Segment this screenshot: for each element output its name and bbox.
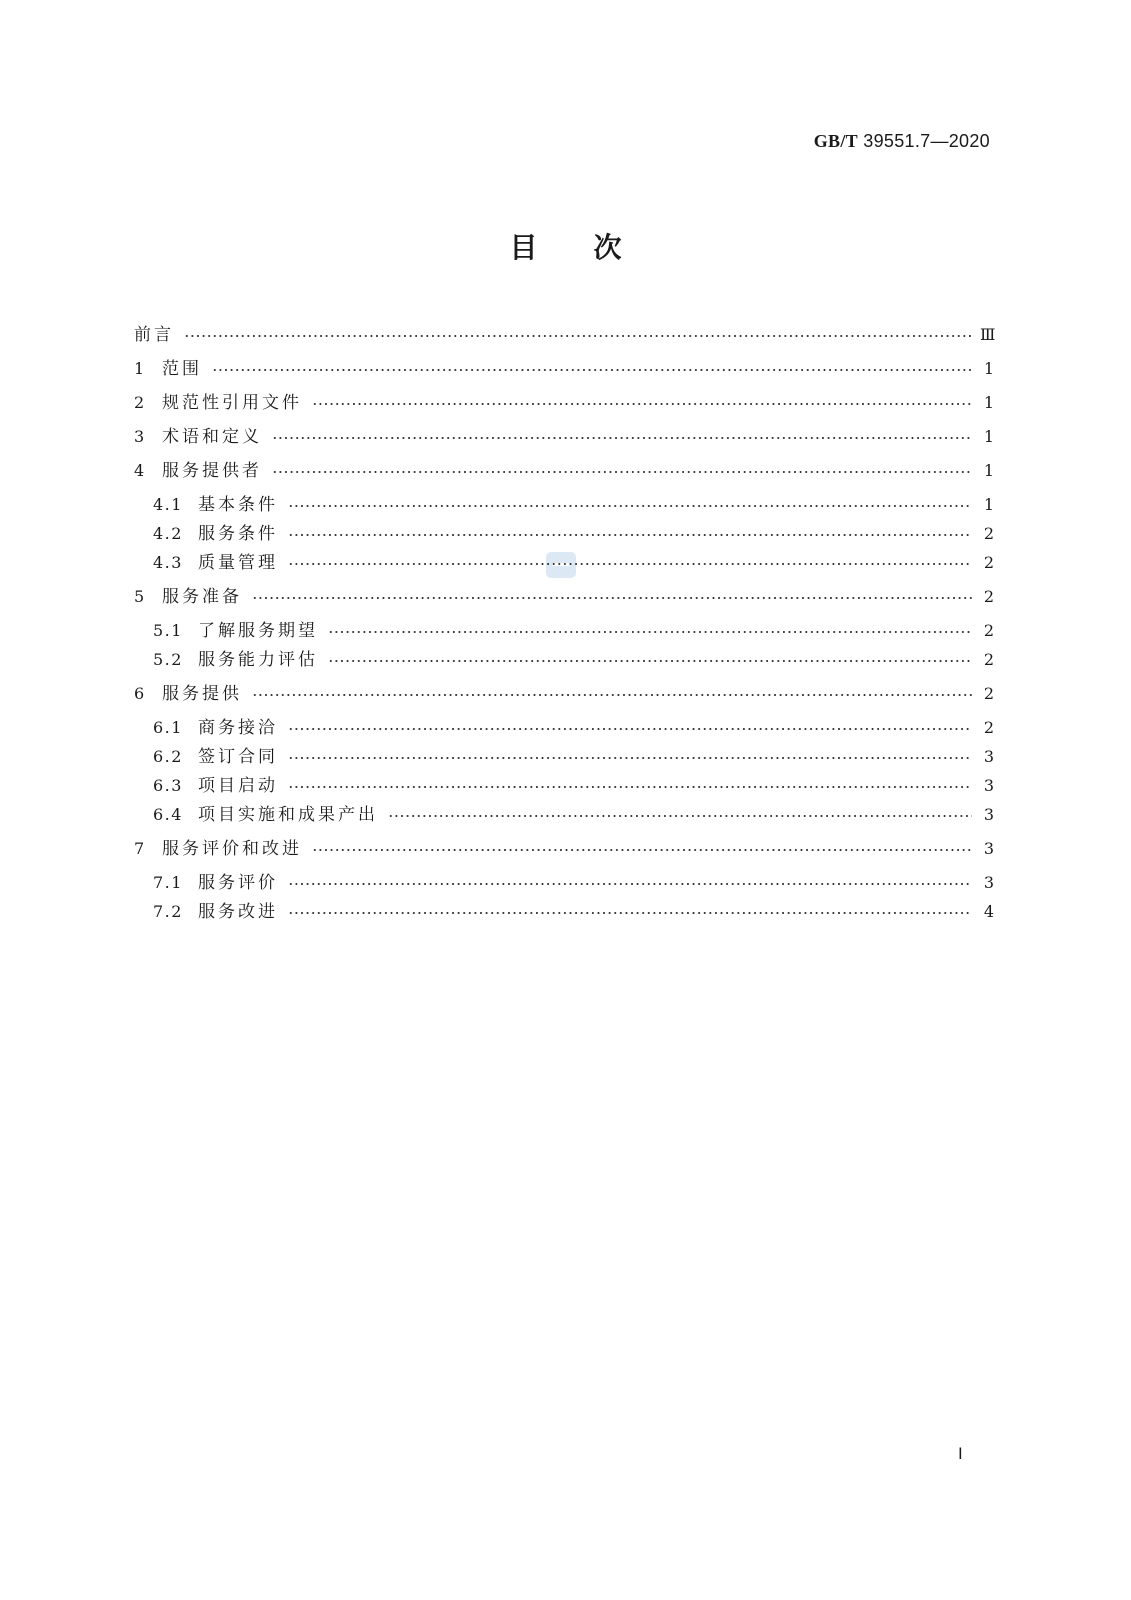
toc-entry-page: 1 bbox=[983, 393, 994, 412]
toc-entry-page: 1 bbox=[983, 427, 994, 446]
toc-leader-dots bbox=[288, 911, 972, 915]
toc-entry-6-3[interactable] bbox=[134, 771, 994, 795]
toc-entry-1[interactable] bbox=[134, 354, 994, 378]
toc-entry-6-2[interactable] bbox=[134, 742, 994, 766]
toc-entry-number: 7.2 bbox=[153, 902, 183, 921]
toc-entry-number: 4.1 bbox=[153, 495, 183, 514]
toc-entry-5-2[interactable] bbox=[134, 645, 994, 669]
toc-leader-dots bbox=[312, 848, 972, 852]
toc-entry-label: 规范性引用文件 bbox=[162, 393, 302, 413]
toc-entry-page: 2 bbox=[983, 524, 994, 543]
toc-entry-number: 6.4 bbox=[153, 805, 183, 824]
toc-entry-page: 2 bbox=[983, 553, 994, 572]
toc-entry-label: 商务接洽 bbox=[198, 718, 278, 738]
toc-leader-dots bbox=[312, 402, 972, 406]
toc-entry-page: 3 bbox=[983, 805, 994, 824]
toc-leader-dots bbox=[212, 368, 972, 372]
toc-entry-4[interactable] bbox=[134, 456, 994, 480]
toc-entry-label: 服务改进 bbox=[198, 902, 278, 922]
toc-leader-dots bbox=[288, 562, 972, 566]
toc-entry-label: 范围 bbox=[162, 359, 202, 379]
standard-code bbox=[814, 131, 990, 152]
toc-entry-2[interactable] bbox=[134, 388, 994, 412]
toc-entry-number: 7 bbox=[134, 839, 146, 858]
standard-prefix: GB/T bbox=[813, 131, 858, 151]
toc-entry-number: 5 bbox=[134, 587, 146, 606]
toc-entry-label: 服务准备 bbox=[162, 587, 242, 607]
toc-entry-number: 2 bbox=[134, 393, 146, 412]
toc-title: 目次 bbox=[509, 231, 678, 264]
toc-entry-number: 5.1 bbox=[153, 621, 183, 640]
standard-number: 39551.7—2020 bbox=[863, 131, 990, 151]
toc-entry-number: 4 bbox=[134, 461, 146, 480]
toc-entry-5[interactable] bbox=[134, 582, 994, 606]
toc-entry-number: 6.3 bbox=[153, 776, 183, 795]
toc-entry-page: 1 bbox=[983, 495, 994, 514]
toc-leader-dots bbox=[288, 533, 972, 537]
page-number: Ⅰ bbox=[958, 1446, 963, 1463]
toc-entry-page: 2 bbox=[983, 587, 994, 606]
toc-entry-4-1[interactable] bbox=[134, 490, 994, 514]
toc-entry-page: 2 bbox=[983, 650, 994, 669]
toc-leader-dots bbox=[288, 756, 972, 760]
toc-entry-page: 2 bbox=[983, 684, 994, 703]
toc-entry-page: 3 bbox=[983, 839, 994, 858]
toc-entry-page: 3 bbox=[983, 873, 994, 892]
toc-entry-7[interactable] bbox=[134, 834, 994, 858]
toc-entry-number: 4.2 bbox=[153, 524, 183, 543]
toc-entry-number: 6.1 bbox=[153, 718, 183, 737]
toc-entry-4-2[interactable] bbox=[134, 519, 994, 543]
toc-entry-label: 基本条件 bbox=[198, 495, 278, 515]
toc-entry-page: 3 bbox=[983, 776, 994, 795]
toc-entry-5-1[interactable] bbox=[134, 616, 994, 640]
toc-leader-dots bbox=[288, 882, 972, 886]
toc-entry-page: 2 bbox=[983, 718, 994, 737]
toc-entry-number: 4.3 bbox=[153, 553, 183, 572]
toc-leader-dots bbox=[328, 630, 972, 634]
toc-entry-page: 4 bbox=[983, 902, 994, 921]
toc-leader-dots bbox=[184, 334, 972, 338]
toc-entry-6[interactable] bbox=[134, 679, 994, 703]
toc-entry-label: 了解服务期望 bbox=[198, 621, 318, 641]
toc-entry-page: 2 bbox=[983, 621, 994, 640]
toc-leader-dots bbox=[288, 727, 972, 731]
toc-entry-label: 服务能力评估 bbox=[198, 650, 318, 670]
toc-entry-page: 1 bbox=[983, 461, 994, 480]
toc-entry-label: 服务条件 bbox=[198, 524, 278, 544]
toc-entry-4-3[interactable] bbox=[134, 548, 994, 572]
toc-leader-dots bbox=[252, 596, 972, 600]
toc-entry-6-4[interactable] bbox=[134, 800, 994, 824]
toc-entry-6-1[interactable] bbox=[134, 713, 994, 737]
toc-entry-7-1[interactable] bbox=[134, 868, 994, 892]
toc-entry-number: 6 bbox=[134, 684, 146, 703]
toc-leader-dots bbox=[388, 814, 972, 818]
toc-entry-label: 前言 bbox=[134, 325, 174, 345]
toc-entry-label: 服务评价和改进 bbox=[162, 839, 302, 859]
toc-leader-dots bbox=[328, 659, 972, 663]
toc-entry-label: 签订合同 bbox=[198, 747, 278, 767]
toc-entry-page: 3 bbox=[983, 747, 994, 766]
toc-entry-number: 5.2 bbox=[153, 650, 183, 669]
toc-entry-label: 服务评价 bbox=[198, 873, 278, 893]
toc-entry-page: Ⅲ bbox=[980, 325, 996, 344]
toc-entry-label: 术语和定义 bbox=[162, 427, 262, 447]
toc-entry-number: 1 bbox=[134, 359, 146, 378]
toc-entry-label: 项目启动 bbox=[198, 776, 278, 796]
toc-leader-dots bbox=[272, 470, 972, 474]
toc-entry-label: 服务提供 bbox=[162, 684, 242, 704]
toc-entry-number: 6.2 bbox=[153, 747, 183, 766]
toc-entry-7-2[interactable] bbox=[134, 897, 994, 921]
toc-entry-page: 1 bbox=[983, 359, 994, 378]
toc-entry-3[interactable] bbox=[134, 422, 994, 446]
toc-leader-dots bbox=[272, 436, 972, 440]
toc-entry-label: 项目实施和成果产出 bbox=[198, 805, 378, 825]
toc-entry-foreword[interactable] bbox=[134, 320, 994, 344]
toc-leader-dots bbox=[288, 504, 972, 508]
toc-entry-number: 7.1 bbox=[153, 873, 183, 892]
toc-leader-dots bbox=[252, 693, 972, 697]
toc-leader-dots bbox=[288, 785, 972, 789]
toc-entry-label: 质量管理 bbox=[198, 553, 278, 573]
toc-entry-number: 3 bbox=[134, 427, 146, 446]
toc-entry-label: 服务提供者 bbox=[162, 461, 262, 481]
